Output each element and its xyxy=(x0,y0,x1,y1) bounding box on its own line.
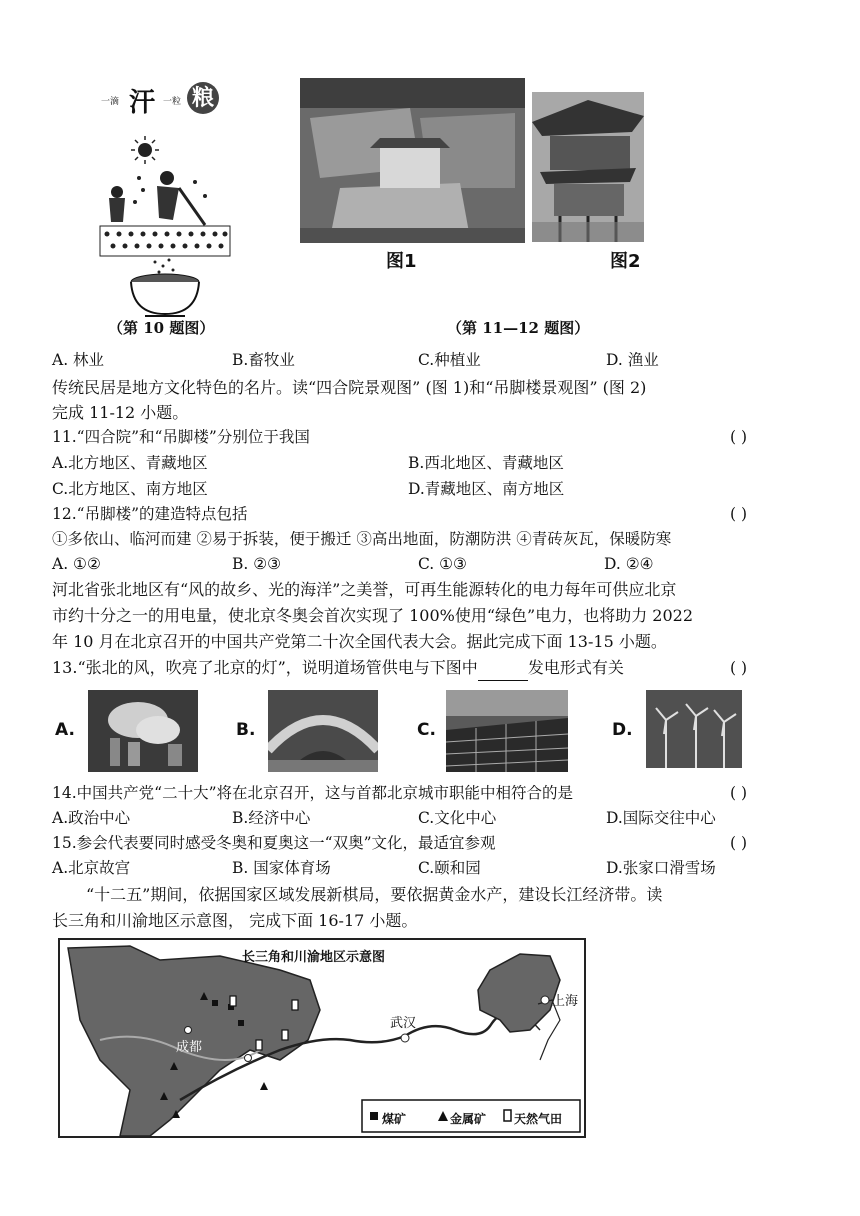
q13-stem xyxy=(52,655,624,681)
city-chongqing: 重庆 xyxy=(250,1064,277,1079)
thermal-power-photo xyxy=(88,690,198,772)
intro-11-12-line1: 传统民居是地方文化特色的名片。读“四合院景观图” (图 1)和“吊脚楼景观图” (图 2) xyxy=(52,378,647,397)
q15-option-a: A.北京故宫 xyxy=(52,859,131,877)
q13-blank xyxy=(478,664,528,681)
fig1-label: 图1 xyxy=(386,251,417,272)
intro-13-15-line3: 年 10 月在北京召开的中国共产党第二十次全国代表大会。据此完成下面 13-15 小题。 xyxy=(52,632,667,651)
q13-stem-part2: 发电形式有关 xyxy=(527,658,624,677)
q12-paren: ( ) xyxy=(730,505,748,523)
legend-gas: 天然气田 xyxy=(514,1112,563,1126)
q14-stem: 14.中国共产党“二十大”将在北京召开，这与首都北京城市职能中相符合的是 xyxy=(52,784,574,802)
q15-option-c: C.颐和园 xyxy=(418,859,481,877)
fig10-illustration xyxy=(95,70,235,320)
q14-paren: ( ) xyxy=(730,784,748,802)
fig10-title-right: 粮 xyxy=(187,82,219,114)
legend-metal: 金属矿 xyxy=(450,1112,487,1126)
q10-option-a: A. 林业 xyxy=(52,351,105,369)
q14-option-c: C.文化中心 xyxy=(418,809,497,827)
q12-option-a: A. ①② xyxy=(52,555,101,573)
fig10-title-main: 汗 xyxy=(129,88,156,118)
q15-option-b: B. 国家体育场 xyxy=(232,859,331,877)
fig10-caption: （第 10 题图） xyxy=(108,319,215,337)
siheyuan-photo xyxy=(300,78,525,243)
yangtze-map xyxy=(58,938,586,1138)
q12-option-c: C. ①③ xyxy=(418,555,467,573)
map-title: 长三角和川渝地区示意图 xyxy=(242,950,386,965)
q14-option-d: D.国际交往中心 xyxy=(606,809,716,827)
fig10-title xyxy=(95,80,235,120)
hydro-power-photo xyxy=(268,690,378,772)
q13-option-b-label: B. xyxy=(236,720,256,740)
q10-option-c: C.种植业 xyxy=(418,351,481,369)
farming-cartoon xyxy=(95,130,235,320)
q10-option-d: D. 渔业 xyxy=(606,351,659,369)
intro-13-15-line2: 市约十分之一的用电量，使北京冬奥会首次实现了 100%使用“绿色”电力，也将助力 2022 xyxy=(52,606,693,625)
fig2-label: 图2 xyxy=(610,251,641,272)
map-shapes xyxy=(60,940,584,1136)
q10-option-b: B.畜牧业 xyxy=(232,351,295,369)
city-wuhan: 武汉 xyxy=(390,1016,417,1031)
diaojiaolou-photo xyxy=(532,92,644,242)
q11-option-b: B.西北地区、青藏地区 xyxy=(408,454,564,472)
fig10-title-left: 一滴 xyxy=(101,97,120,107)
city-chengdu: 成都 xyxy=(176,1040,203,1055)
intro-11-12-line2: 完成 11-12 小题。 xyxy=(52,403,189,422)
wind-power-photo xyxy=(646,690,742,768)
intro-13-15-line1: 河北省张北地区有“风的故乡、光的海洋”之美誉，可再生能源转化的电力每年可供应北京 xyxy=(52,580,677,599)
q15-paren: ( ) xyxy=(730,834,748,852)
q14-option-a: A.政治中心 xyxy=(52,809,131,827)
q11-stem: 11.“四合院”和“吊脚楼”分别位于我国 xyxy=(52,428,310,446)
q12-items: ①多依山、临河而建 ②易于拆装，便于搬迁 ③高出地面，防潮防洪 ④青砖灰瓦，保暖防寒 xyxy=(52,530,672,548)
q15-option-d: D.张家口滑雪场 xyxy=(606,859,716,877)
q13-paren: ( ) xyxy=(730,659,748,677)
q14-option-b: B.经济中心 xyxy=(232,809,311,827)
solar-power-photo xyxy=(446,690,568,772)
fig11-12-caption: （第 11—12 题图） xyxy=(447,319,590,337)
q13-option-c-label: C. xyxy=(417,720,436,740)
q12-stem: 12.“吊脚楼”的建造特点包括 xyxy=(52,505,248,523)
q12-option-b: B. ②③ xyxy=(232,555,282,573)
q13-option-d-label: D. xyxy=(612,720,633,740)
intro-16-17-line1: “十二五”期间，依据国家区域发展新棋局，要依据黄金水产，建设长江经济带。读 xyxy=(86,885,663,904)
fig10-title-mid: 一粒 xyxy=(163,97,182,107)
q15-stem: 15.参会代表要同时感受冬奥和夏奥这一“双奥”文化，最适宜参观 xyxy=(52,834,496,852)
intro-16-17-line2: 长三角和川渝地区示意图， 完成下面 16-17 小题。 xyxy=(52,911,418,930)
q11-option-d: D.青藏地区、南方地区 xyxy=(408,480,565,498)
q11-paren: ( ) xyxy=(730,428,748,446)
city-shanghai: 上海 xyxy=(552,994,579,1009)
q13-stem-part1: 13.“张北的风，吹亮了北京的灯”，说明道场管供电与下图中 xyxy=(52,658,478,677)
legend-coal: 煤矿 xyxy=(382,1112,407,1126)
q13-option-a-label: A. xyxy=(55,720,75,740)
q11-option-c: C.北方地区、南方地区 xyxy=(52,480,208,498)
q11-option-a: A.北方地区、青藏地区 xyxy=(52,454,208,472)
q12-option-d: D. ②④ xyxy=(604,555,654,573)
